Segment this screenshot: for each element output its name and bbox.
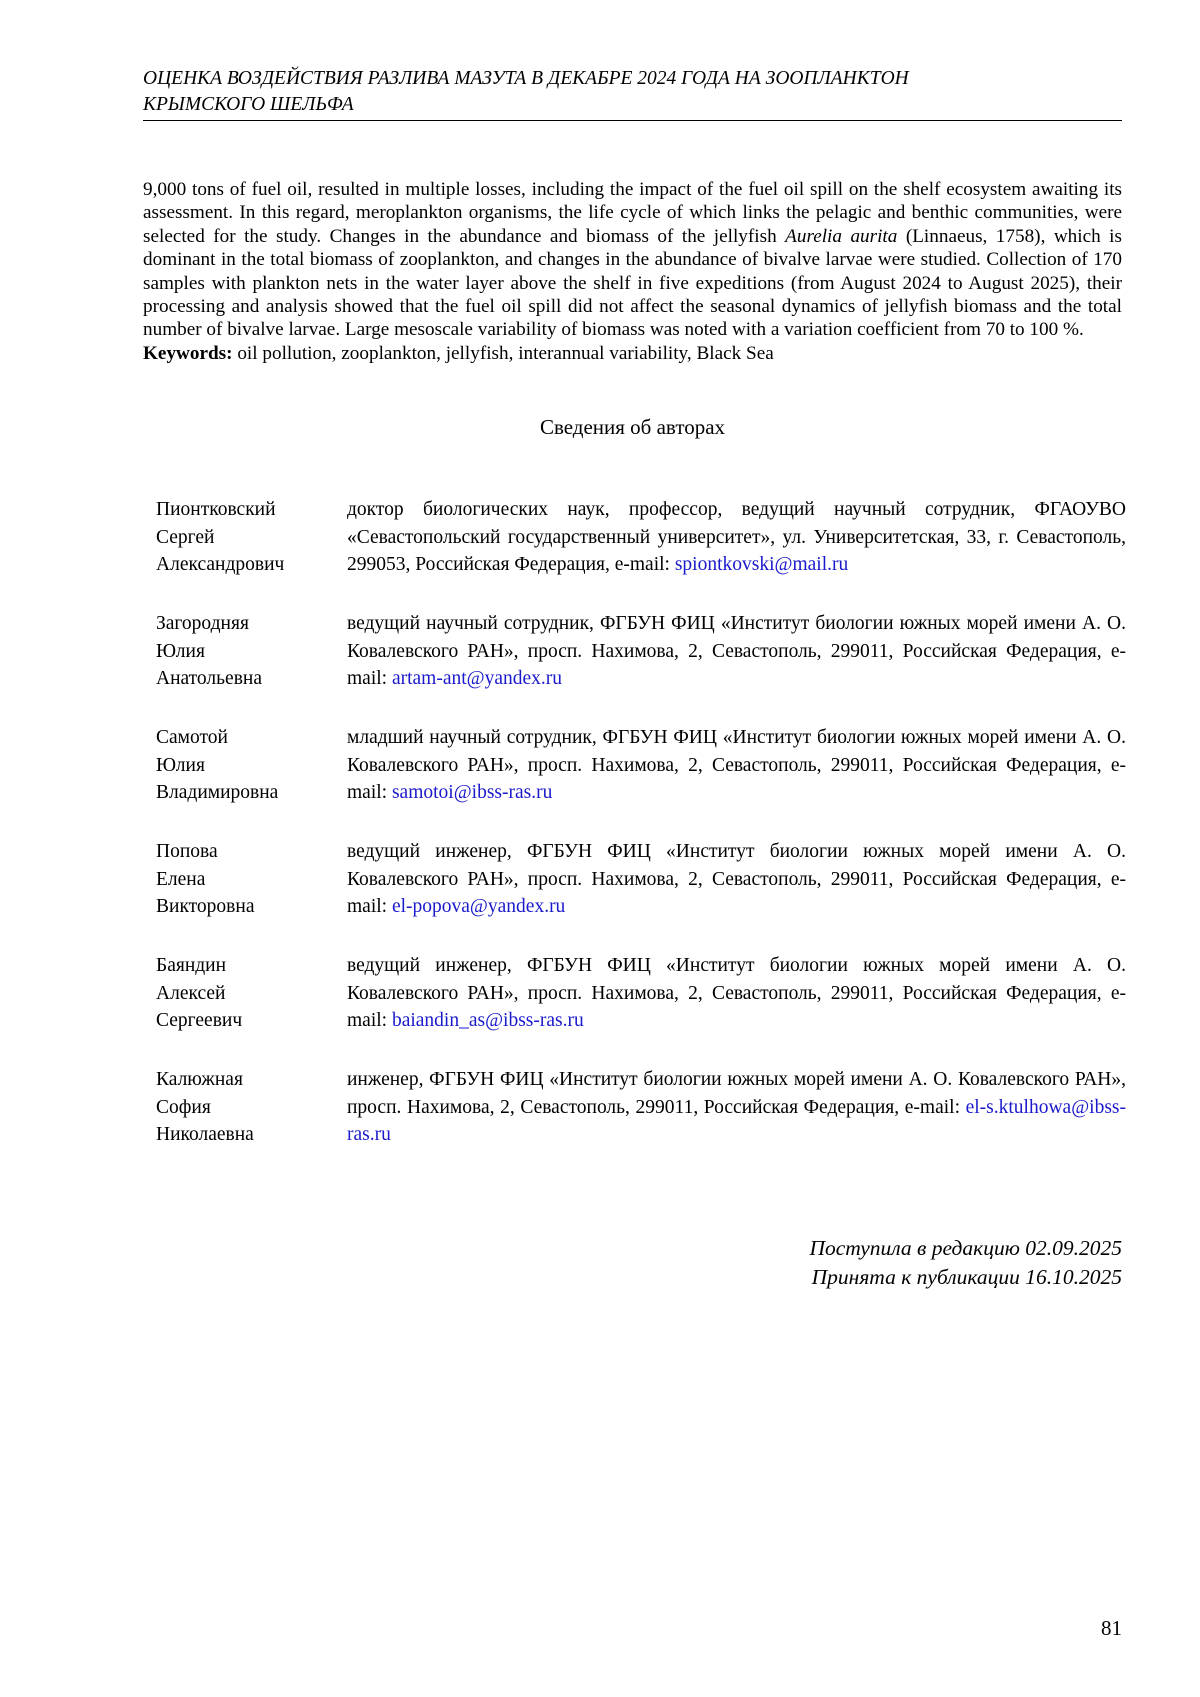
author-entry [156,1066,1126,1180]
author-first-name: Юлия [156,640,205,662]
author-email-link[interactable]: samotoi@ibss-ras.ru [391,782,553,803]
author-first-name: Алексей [156,982,226,1004]
author-entry [156,952,1126,1066]
keywords-list: oil pollution, zooplankton, jellyfish, interannual variability, Black Sea [232,342,774,364]
section-title: Сведения об авторах [539,415,726,439]
author-email-link[interactable]: artam-ant@yandex.ru [391,668,563,689]
abstract [143,178,1122,365]
abstract-body [143,178,1122,342]
author-name [156,496,347,579]
author-surname: Самотой [156,727,228,748]
author-affiliation: доктор биологических наук, профессор, ведущий научный сотрудник, ФГАОУВО «Севастопольский государственный университет», ул. Университетская, 33, г. Севастополь, 299053, Российская Федерация, e-mail: [347,499,1126,575]
author-info [347,724,1126,807]
author-info [347,610,1126,693]
author-entry [156,610,1126,724]
running-header-line-2: КРЫМСКОГО ШЕЛЬФА [143,94,354,115]
author-surname: Пионтковский [156,499,276,520]
author-entry [156,724,1126,838]
author-affiliation: инженер, ФГБУН ФИЦ «Институт биологии южных морей имени А. О. Ковалевского РАН», просп. Нахимова, 2, Севастополь, 299011, Российская Федерация, e-mail: [347,1069,1126,1118]
author-first-name: Сергей [156,526,215,548]
author-patronymic: Викторовна [156,896,255,917]
author-first-name: Елена [156,868,206,890]
accepted-date: Принята к публикации 16.10.2025 [811,1265,1122,1289]
running-header-line-1: ОЦЕНКА ВОЗДЕЙСТВИЯ РАЗЛИВА МАЗУТА В ДЕКАБРЕ 2024 ГОДА НА ЗООПЛАНКТОН [143,68,909,89]
author-entry [156,496,1126,610]
author-name [156,1066,347,1149]
author-patronymic: Сергеевич [156,1010,243,1031]
author-surname: Баяндин [156,955,227,976]
author-affiliation: ведущий инженер, ФГБУН ФИЦ «Институт биологии южных морей имени А. О. Ковалевского РАН», просп. Нахимова, 2, Севастополь, 299011, Российская Федерация, e-mail: [347,841,1126,917]
author-email-link[interactable]: el-popova@yandex.ru [391,896,566,917]
keywords-label: Keywords: [143,342,233,364]
author-name [156,724,347,807]
author-name [156,838,347,921]
author-surname: Загородняя [156,613,249,634]
author-first-name: София [156,1096,211,1118]
page-number: 81 [1101,1616,1122,1640]
keywords [143,342,1122,365]
author-patronymic: Владимировна [156,782,279,803]
running-header [143,66,1122,121]
author-info [347,1066,1126,1149]
author-name [156,610,347,693]
author-info [347,496,1126,579]
abstract-text-part-1: 9,000 tons of fuel oil, resulted in multiple losses, including the impact of the fuel oil spill on the shelf ecosystem awaiting its assessment. In this regard, meroplankton organisms, the life cycle of which links the pelagic and benthic communities, were selected for the study. Changes in the abundance and biomass of the jellyfish [143,179,1122,247]
author-email-link[interactable]: baiandin_as@ibss-ras.ru [391,1010,584,1031]
publication-dates [809,1234,1122,1292]
author-patronymic: Николаевна [156,1124,254,1145]
submitted-date: Поступила в редакцию 02.09.2025 [809,1236,1122,1260]
author-patronymic: Александрович [156,554,285,575]
author-surname: Попова [156,841,218,862]
author-surname: Калюжная [156,1069,243,1090]
species-name: Aurelia aurita [785,225,898,247]
author-patronymic: Анатольевна [156,668,263,689]
author-first-name: Юлия [156,754,205,776]
author-affiliation: ведущий научный сотрудник, ФГБУН ФИЦ «Институт биологии южных морей имени А. О. Ковалевского РАН», просп. Нахимова, 2, Севастополь, 299011, Российская Федерация, e-mail: [347,613,1126,689]
authors-list [156,496,1126,1180]
author-entry [156,838,1126,952]
author-email-link[interactable]: spiontkovski@mail.ru [674,554,849,575]
author-affiliation: ведущий инженер, ФГБУН ФИЦ «Институт биологии южных морей имени А. О. Ковалевского РАН», просп. Нахимова, 2, Севастополь, 299011, Российская Федерация, e-mail: [347,955,1126,1031]
author-affiliation: младший научный сотрудник, ФГБУН ФИЦ «Институт биологии южных морей имени А. О. Ковалевского РАН», просп. Нахимова, 2, Севастополь, 299011, Российская Федерация, e-mail: [347,727,1126,803]
author-info [347,838,1126,921]
author-name [156,952,347,1035]
abstract-text-part-2: (Linnaeus, 1758), which is dominant in the total biomass of zooplankton, and changes in the abundance of bivalve larvae were studied. Collection of 170 samples with plankton nets in the water layer above the shelf in five expeditions (from August 2024 to August 2025), their processing and analysis showed that the fuel oil spill did not affect the seasonal dynamics of jellyfish biomass and the total number of bivalve larvae. Large mesoscale variability of biomass was noted with a variation coefficient from 70 to 100 %. [143,225,1122,341]
author-info [347,952,1126,1035]
author-email-link[interactable]: el-s.ktulhowa@ibss-ras.ru [347,1096,1126,1145]
